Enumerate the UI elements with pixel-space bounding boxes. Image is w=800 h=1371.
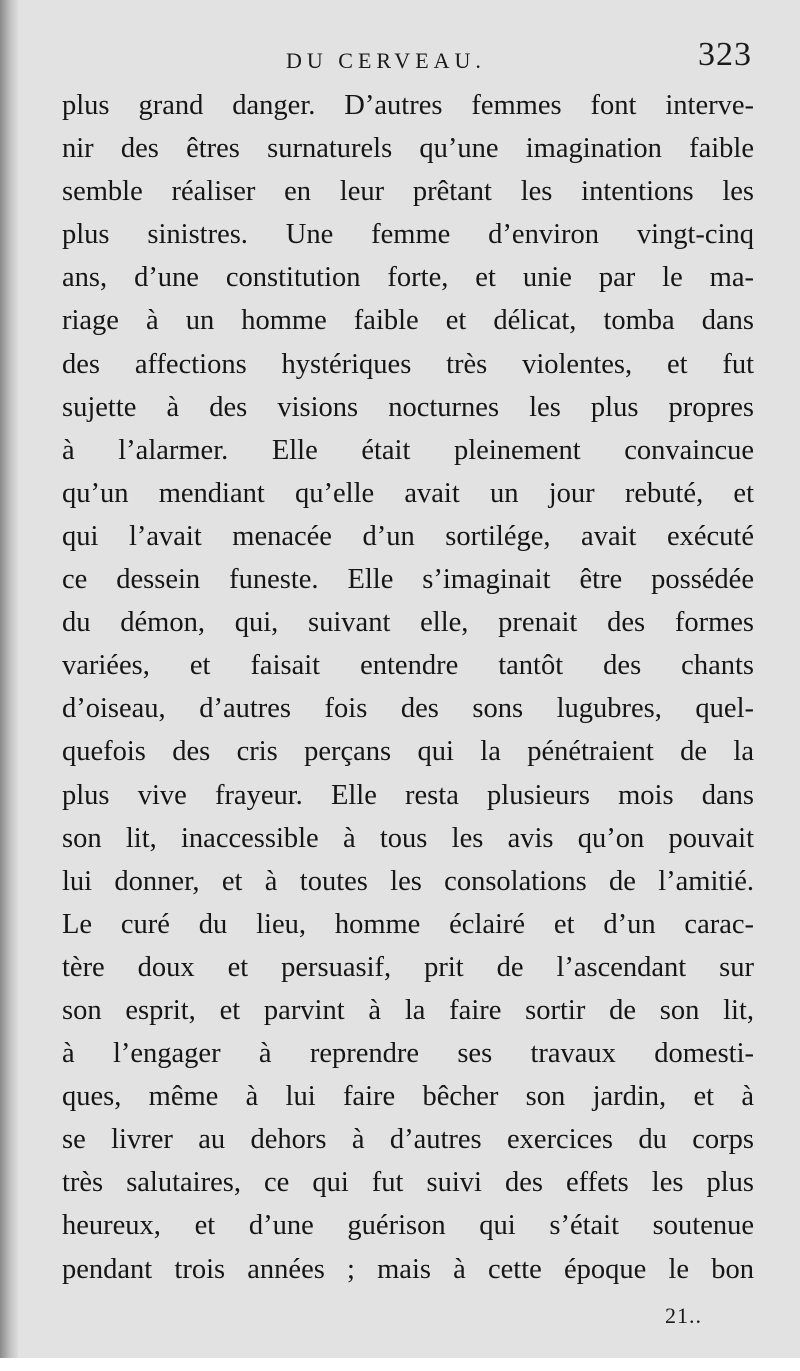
text-line: tère doux et persuasif, prit de l’ascendant sur (62, 951, 754, 983)
running-head (62, 34, 762, 78)
text-line: variées, et faisait entendre tantôt des chants (62, 650, 754, 682)
text-line: du démon, qui, suivant elle, prenait des formes (62, 607, 754, 639)
text-line: ans, d’une constitution forte, et unie par le ma- (62, 262, 754, 294)
text-line: Le curé du lieu, homme éclairé et d’un carac- (62, 908, 754, 940)
text-line: plus sinistres. Une femme d’environ vingt-cinq (62, 219, 754, 251)
text-line: lui donner, et à toutes les consolations de l’amitié. (62, 865, 754, 897)
text-line: heureux, et d’une guérison qui s’était soutenue (62, 1210, 754, 1242)
text-line: pendant trois années ; mais à cette époque le bon (62, 1253, 754, 1285)
page-bottom-edge (0, 1358, 800, 1371)
binding-edge (0, 0, 18, 1371)
text-line: son lit, inaccessible à tous les avis qu’on pouvait (62, 822, 754, 854)
text-line: qu’un mendiant qu’elle avait un jour rebuté, et (62, 477, 754, 509)
text-line: qui l’avait menacée d’un sortilége, avait exécuté (62, 520, 754, 552)
text-line: plus vive frayeur. Elle resta plusieurs mois dans (62, 779, 754, 811)
text-line: riage à un homme faible et délicat, tomba dans (62, 305, 754, 337)
running-title: DU CERVEAU. (286, 48, 486, 73)
text-line: son esprit, et parvint à la faire sortir de son lit, (62, 994, 754, 1026)
text-line: plus grand danger. D’autres femmes font interve- (62, 90, 754, 121)
text-line: très salutaires, ce qui fut suivi des effets les plus (62, 1167, 754, 1199)
text-line: se livrer au dehors à d’autres exercices du corps (62, 1124, 754, 1156)
text-line: des affections hystériques très violentes, et fut (62, 348, 754, 380)
text-line: nir des êtres surnaturels qu’une imagination faible (62, 133, 754, 165)
text-line: à l’alarmer. Elle était pleinement convaincue (62, 434, 754, 466)
text-line: quefois des cris perçans qui la pénétraient de la (62, 736, 754, 768)
text-line: sujette à des visions nocturnes les plus propres (62, 391, 754, 423)
page-number: 323 (698, 36, 752, 73)
signature-mark: 21.. (665, 1303, 702, 1328)
text-line: semble réaliser en leur prêtant les intentions les (62, 176, 754, 208)
text-line: ce dessein funeste. Elle s’imaginait être possédée (62, 564, 754, 596)
text-line: d’oiseau, d’autres fois des sons lugubres, quel- (62, 693, 754, 725)
text-line: ques, même à lui faire bêcher son jardin, et à (62, 1081, 754, 1113)
text-line: à l’engager à reprendre ses travaux domesti- (62, 1038, 754, 1070)
body-text (62, 84, 754, 1291)
